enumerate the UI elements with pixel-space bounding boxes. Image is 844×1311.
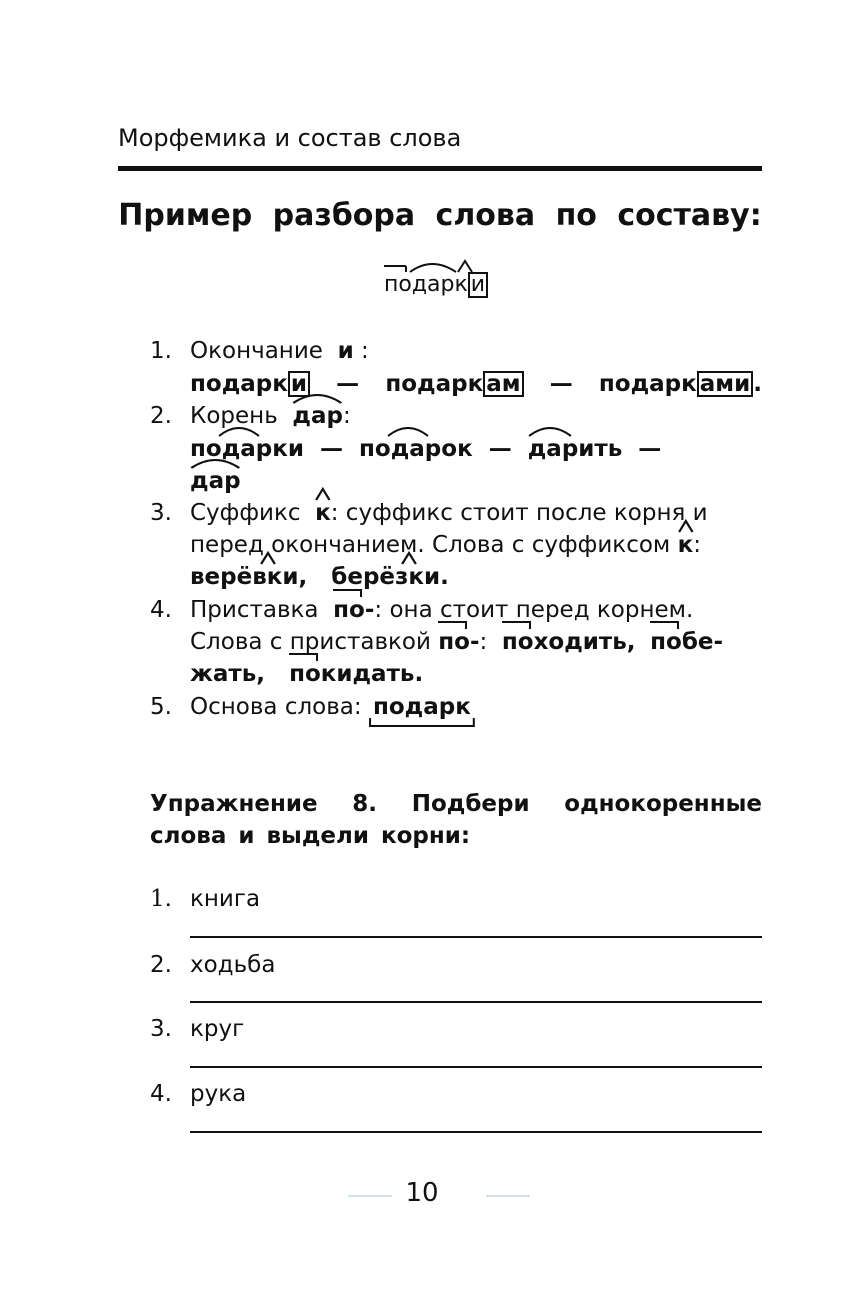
value-text: подарк [372, 694, 471, 720]
word-text: покидать. [289, 661, 424, 687]
item-examples [190, 436, 661, 462]
task-number: 4. [150, 1081, 172, 1107]
item-label-text: Корень [190, 403, 278, 429]
word-text: походить, [501, 629, 636, 655]
word-root: подарк [598, 371, 697, 397]
page-number-ornament [486, 1195, 530, 1197]
item-label-text: Окончание [190, 338, 323, 364]
task-number: 1. [150, 886, 172, 912]
answer-line[interactable] [190, 1001, 762, 1003]
item-number: 4. [150, 597, 172, 623]
item-label [190, 597, 693, 623]
root-arc-icon [190, 455, 241, 469]
example-word [190, 564, 307, 590]
prefix-mark-icon [438, 621, 468, 629]
example-word [384, 272, 488, 298]
dash: — [320, 436, 343, 462]
dash: — [336, 371, 360, 397]
task-word: рука [190, 1081, 247, 1107]
item-text: : суффикс стоит после корня и [330, 500, 708, 526]
example-word [528, 436, 623, 462]
item-value [678, 532, 694, 558]
stem-mark-icon [369, 718, 475, 728]
example-word [289, 661, 423, 687]
value-text: к [315, 500, 331, 526]
item-value: и [337, 338, 354, 364]
value-text: по- [333, 597, 375, 623]
item-number: 2. [150, 403, 172, 429]
item-label-text: Основа слова: [190, 694, 362, 720]
item-value [292, 403, 343, 429]
word-ending: и [288, 371, 310, 397]
prefix-mark-icon [333, 589, 363, 597]
colon: : [342, 403, 351, 429]
item-value [315, 500, 331, 526]
word-text: берёзки. [331, 564, 449, 590]
dash: — [488, 436, 512, 462]
word-text: подарок [359, 436, 473, 462]
item-examples-continued [190, 468, 241, 494]
example-word [385, 371, 523, 397]
item-label [190, 403, 351, 429]
word-text: подарки [190, 436, 304, 462]
item-value [333, 597, 374, 623]
answer-line[interactable] [190, 1066, 762, 1068]
morpheme-marks-icon [384, 258, 504, 274]
period: . [753, 371, 762, 397]
dash: — [549, 371, 573, 397]
colon: : [361, 338, 369, 364]
item-number: 5. [150, 694, 172, 720]
word-text: верёвки, [190, 564, 308, 590]
word-text: дарить [527, 436, 623, 462]
item-text: : она стоит перед корнем. [374, 597, 694, 623]
dash: — [638, 436, 662, 462]
task-word: книга [190, 886, 261, 912]
exercise-heading: Упражнение 8. Подбери однокоренные слова и выдели корни: [150, 791, 762, 849]
colon: : [479, 629, 488, 655]
task-number: 3. [150, 1016, 172, 1042]
item-text-line [190, 629, 723, 655]
item-label [190, 338, 369, 364]
item-number: 1. [150, 338, 172, 364]
header-rule [118, 166, 762, 171]
root-arc-icon [218, 423, 260, 437]
root-arc-icon [387, 423, 429, 437]
item-examples [190, 661, 423, 687]
item-value [369, 694, 475, 720]
example-word [599, 371, 762, 397]
prefix-mark-icon [650, 621, 680, 629]
item-number: 3. [150, 500, 172, 526]
example-word [190, 468, 241, 494]
item-label-text: Суффикс [190, 500, 301, 526]
prefix-mark-icon [502, 621, 532, 629]
word-ending: ам [483, 371, 523, 397]
item-examples [190, 564, 449, 590]
suffix-mark-icon [678, 519, 694, 533]
item-value [438, 629, 479, 655]
answer-line[interactable] [190, 1131, 762, 1133]
colon: : [693, 532, 701, 558]
task-word: круг [190, 1016, 245, 1042]
prefix-mark-icon [289, 653, 319, 661]
suffix-mark-icon [260, 551, 276, 565]
page-title: Пример разбора слова по составу: [118, 198, 762, 233]
page-number: 10 [405, 1178, 439, 1208]
word-text: побе- [650, 629, 724, 655]
root-arc-icon [528, 423, 572, 437]
example-word-root: подарк [384, 272, 468, 297]
running-header: Морфемика и состав слова [118, 124, 462, 152]
word-root: подарк [190, 371, 288, 397]
word-text: жать, [190, 661, 266, 687]
item-label-text: Приставка [190, 597, 319, 623]
example-word-ending: и [468, 272, 488, 298]
item-label [190, 500, 708, 526]
word-text: дар [190, 468, 241, 494]
word-root: подарк [385, 371, 484, 397]
item-label [190, 694, 475, 720]
example-word [331, 564, 449, 590]
answer-line[interactable] [190, 936, 762, 938]
example-word [502, 629, 636, 655]
item-text: перед окончанием. Слова с суффиксом [190, 532, 671, 558]
value-text: к [677, 532, 694, 558]
item-examples [190, 371, 762, 397]
word-ending: ами [697, 371, 753, 397]
example-word [359, 436, 473, 462]
task-number: 2. [150, 952, 172, 978]
suffix-mark-icon [315, 487, 331, 501]
example-word [650, 629, 723, 655]
suffix-mark-icon [401, 551, 417, 565]
value-text: дар [292, 403, 343, 429]
root-arc-icon [292, 390, 343, 404]
value-text: по- [438, 629, 480, 655]
item-text: Слова с приставкой [190, 629, 431, 655]
task-word: ходьба [190, 952, 276, 978]
